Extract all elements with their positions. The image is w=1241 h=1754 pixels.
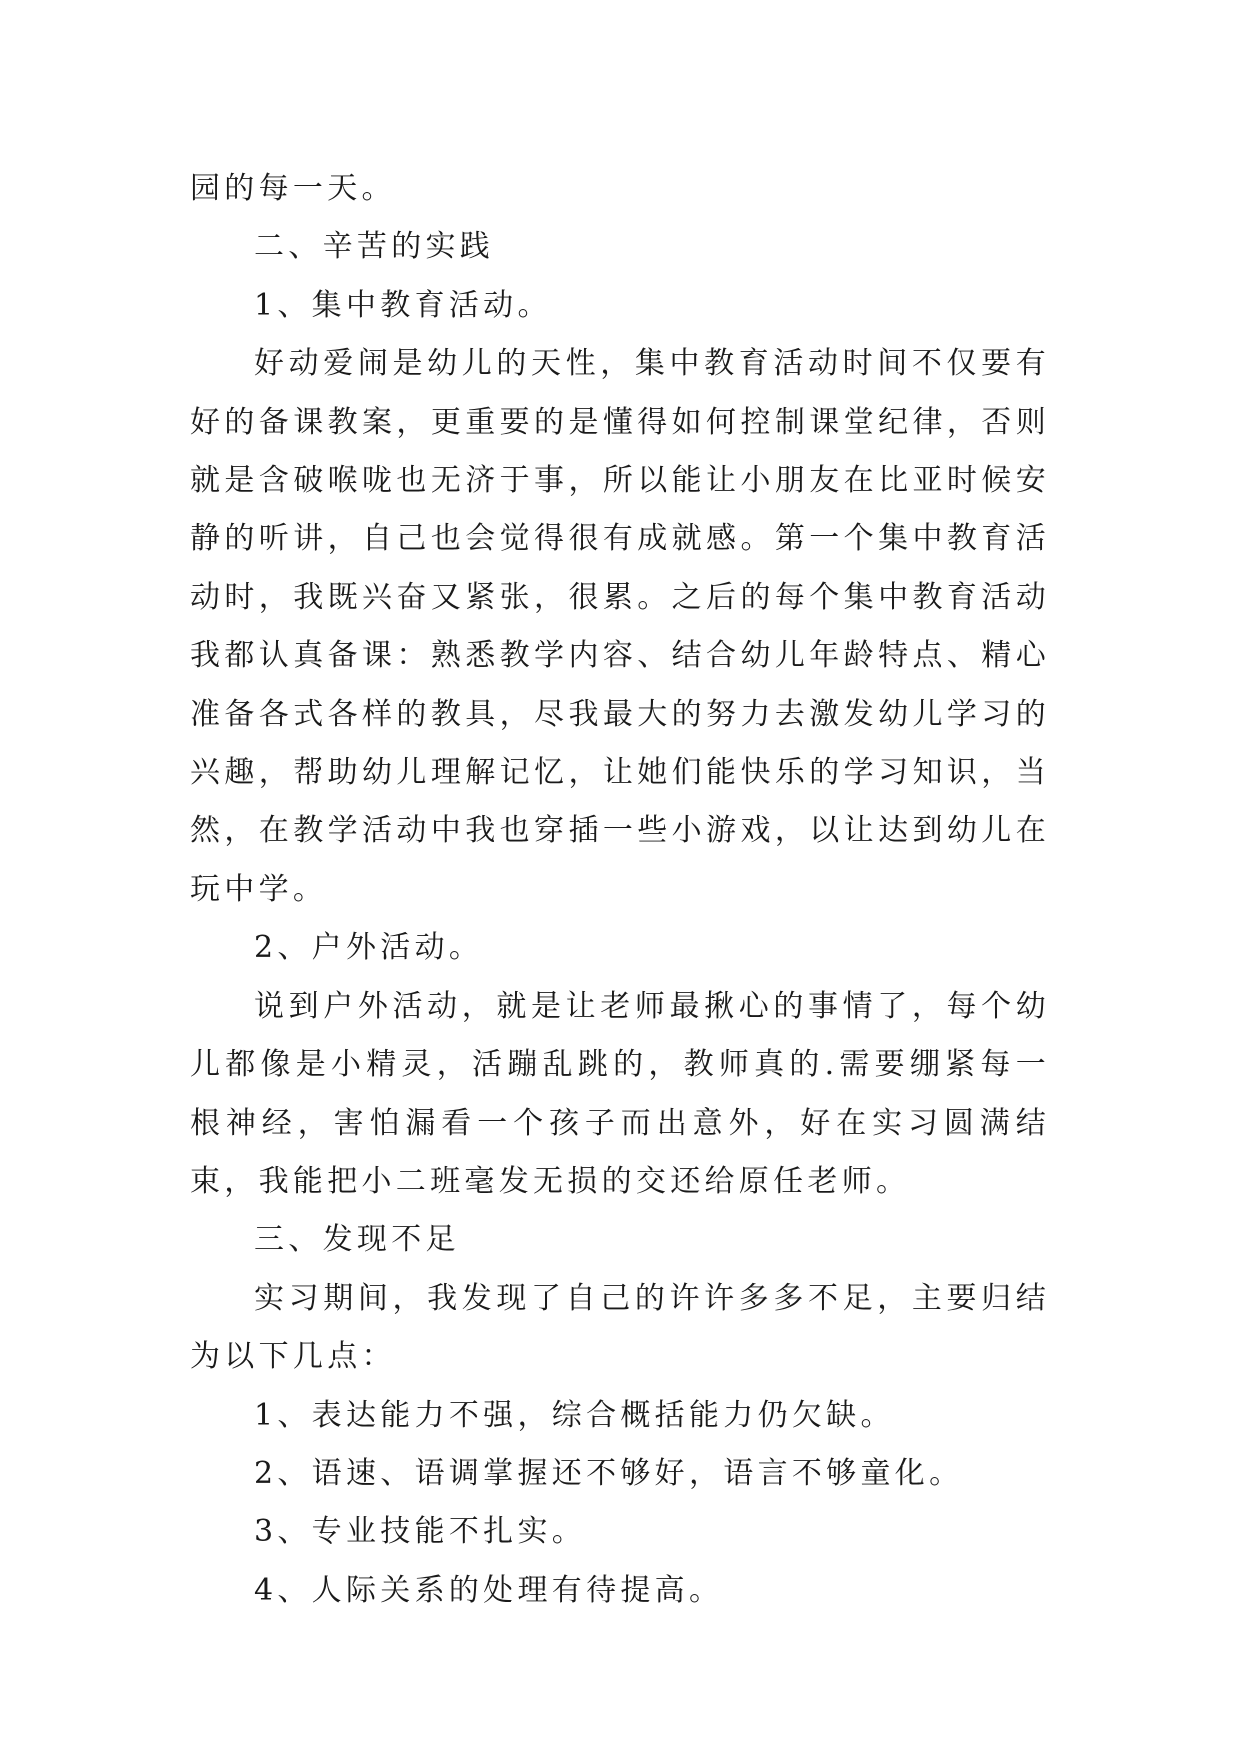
paragraph-outdoor-activity: 说到户外活动，就是让老师最揪心的事情了，每个幼儿都像是小精灵，活蹦乱跳的，教师真的.需要绷紧每一根神经，害怕漏看一个孩子而出意外，好在实习圆满结束，我能把小二班毫发无损的交还给原任老师。 xyxy=(190,988,1050,1199)
paragraph-continuation: 园的每一天。 xyxy=(190,171,396,206)
list-item-1: 1、表达能力不强，综合概括能力仍欠缺。 xyxy=(254,1397,895,1433)
list-item-3: 3、专业技能不扎实。 xyxy=(254,1514,587,1550)
document-body xyxy=(190,160,1050,1620)
paragraph-group-activity: 好动爱闹是幼儿的天性，集中教育活动时间不仅要有好的备课教案，更重要的是懂得如何控制课堂纪律，否则就是含破喉咙也无济于事，所以能让小朋友在比亚时候安静的听讲，自己也会觉得很有成就感。第一个集中教育活动时，我既兴奋又紧张，很累。之后的每个集中教育活动我都认真备课：熟悉教学内容、结合幼儿年龄特点、精心准备各式各样的教具，尽我最大的努力去激发幼儿学习的兴趣，帮助幼儿理解记忆，让她们能快乐的学习知识，当然，在教学活动中我也穿插一些小游戏，以让达到幼儿在玩中学。 xyxy=(190,346,1050,907)
list-item-4: 4、人际关系的处理有待提高。 xyxy=(254,1572,724,1608)
list-item-2: 2、语速、语调掌握还不够好，语言不够童化。 xyxy=(254,1455,964,1491)
subheading-group-activity: 1、集中教育活动。 xyxy=(254,287,552,323)
paragraph-shortcomings-intro: 实习期间，我发现了自己的许许多多不足，主要归结为以下几点： xyxy=(190,1280,1050,1375)
section-heading-practice: 二、辛苦的实践 xyxy=(254,229,495,265)
subheading-outdoor-activity: 2、户外活动。 xyxy=(254,930,484,966)
section-heading-shortcomings: 三、发现不足 xyxy=(254,1222,460,1258)
